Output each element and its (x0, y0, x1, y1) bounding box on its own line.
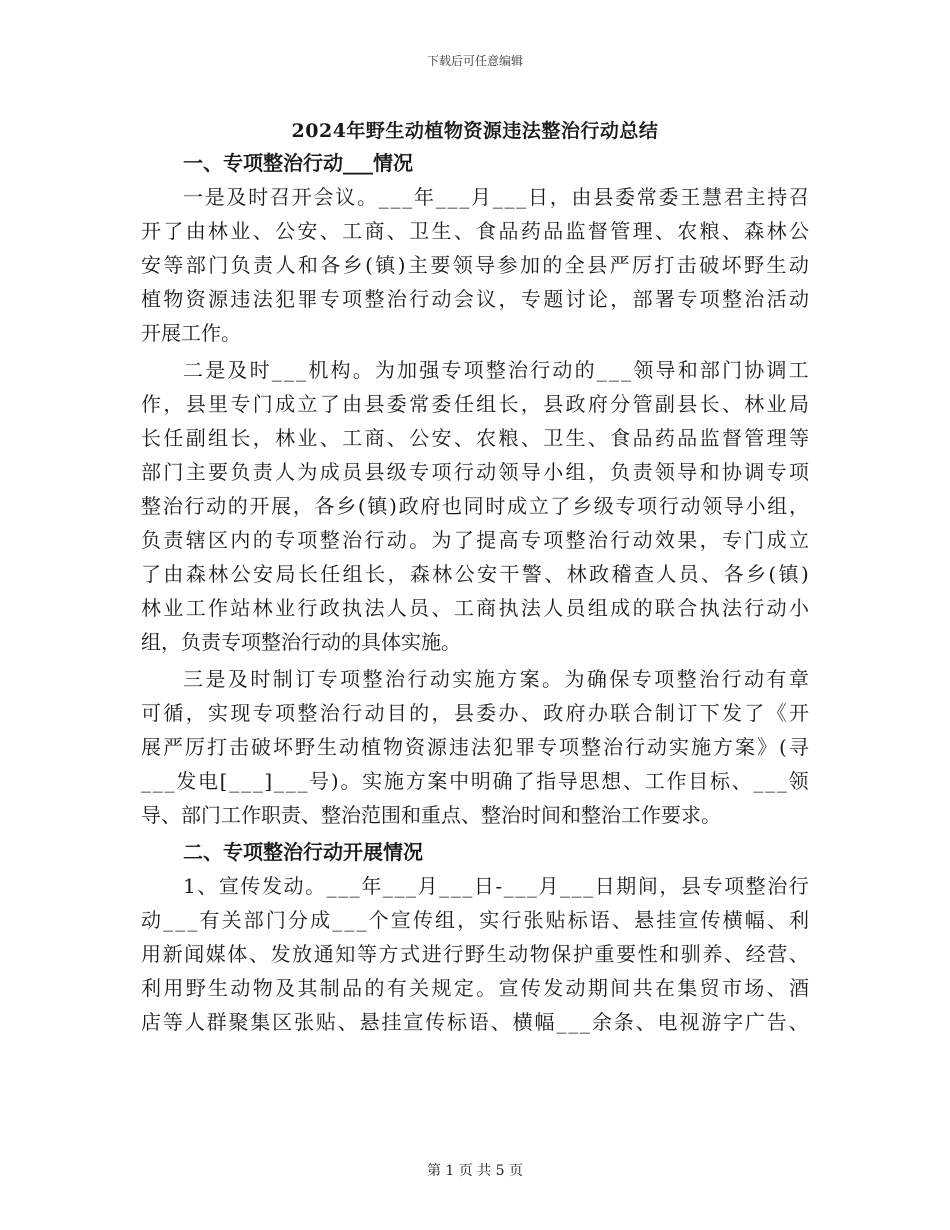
text-line: 1 、 宣 传 发 动 。 _ _ _ 年 _ _ _ 月 _ _ _ 日 - _ _ _ 月 _ _ _ 日 期 间 ， 县 专 项 整 治 行 (183, 874, 809, 898)
document-body (141, 146, 809, 1039)
text-line: 利 用 野 生 动 物 及 其 制 品 的 有 关 规 定 。 宣 传 发 动 期 间 共 在 集 贸 市 场 、 酒 (141, 976, 809, 1000)
paragraph-1 (141, 180, 809, 350)
text-line: 动 _ _ _ 有 关 部 门 分 成 _ _ _ 个 宣 传 组 ， 实 行 张 贴 标 语 、 悬 挂 宣 传 横 幅 、 利 (141, 908, 809, 932)
page-number: 第 1 页 共 5 页 (426, 1163, 524, 1179)
text-line: 部 门 主 要 负 责 人 为 成 员 县 级 专 项 行 动 领 导 小 组 ， 负 责 领 导 和 协 调 专 项 (141, 460, 809, 484)
page-header-note: 下载后可任意编辑 (426, 54, 523, 68)
text-line: 二 是 及 时 _ _ _ 机 构 。 为 加 强 专 项 整 治 行 动 的 _ _ _ 领 导 和 部 门 协 调 工 (183, 358, 809, 382)
text-line: 组，负责专项整治行动的具体实施。 (141, 630, 461, 654)
paragraph-4 (141, 869, 809, 1039)
text-line: 可 循 ， 实 现 专 项 整 治 行 动 目 的 ， 县 委 办 、 政 府 办 联 合 制 订 下 发 了 《 开 (141, 701, 809, 725)
text-line: 安 等 部 门 负 责 人 和 各 乡 ( 镇 ) 主 要 领 导 参 加 的 全 县 严 厉 打 击 破 坏 野 生 动 (141, 253, 809, 277)
document-title: 2024年野生动植物资源违法整治行动总结 (291, 120, 659, 142)
text-line: 林 业 工 作 站 林 业 行 政 执 法 人 员 、 工 商 执 法 人 员 组 成 的 联 合 执 法 行 动 小 (141, 596, 809, 620)
text-line: 开 了 由 林 业 、 公 安 、 工 商 、 卫 生 、 食 品 药 品 监 督 管 理 、 农 粮 、 森 林 公 (141, 219, 809, 243)
text-line: 负 责 辖 区 内 的 专 项 整 治 行 动 。 为 了 提 高 专 项 整 治 行 动 效 果 ， 专 门 成 立 (141, 528, 809, 552)
text-line: 导、部门工作职责、整治范围和重点、整治时间和整治工作要求。 (141, 803, 721, 827)
paragraph-2 (141, 353, 809, 659)
text-line: _ _ _ 发 电 [ _ _ _ ] _ _ _ 号 ) 。 实 施 方 案 中 明 确 了 指 导 思 想 、 工 作 目 标 、 _ _ _ 领 (141, 769, 809, 793)
text-line: 开展工作。 (141, 321, 241, 345)
paragraph-3 (141, 662, 809, 832)
text-line: 了 由 森 林 公 安 局 长 任 组 长 ， 森 林 公 安 干 警 、 林 政 稽 查 人 员 、 各 乡 ( 镇 ) (141, 562, 809, 586)
text-line: 长 任 副 组 长 ， 林 业 、 工 商 、 公 安 、 农 粮 、 卫 生 、 食 品 药 品 监 督 管 理 等 (141, 426, 809, 450)
text-line: 植 物 资 源 违 法 犯 罪 专 项 整 治 行 动 会 议 ， 专 题 讨 论 ， 部 署 专 项 整 治 活 动 (141, 287, 809, 311)
section-heading-2: 二、专项整治行动开展情况 (183, 840, 423, 864)
text-line: 展 严 厉 打 击 破 坏 野 生 动 植 物 资 源 违 法 犯 罪 专 项 整 治 行 动 实 施 方 案 》 ( 寻 (141, 735, 809, 759)
text-line: 一 是 及 时 召 开 会 议 。 _ _ _ 年 _ _ _ 月 _ _ _ 日 ， 由 县 委 常 委 王 慧 君 主 持 召 (183, 185, 809, 209)
text-line: 三 是 及 时 制 订 专 项 整 治 行 动 实 施 方 案 。 为 确 保 专 项 整 治 行 动 有 章 (183, 667, 809, 691)
section-heading-1: 一、专项整治行动___情况 (183, 151, 413, 175)
text-line: 作 ， 县 里 专 门 成 立 了 由 县 委 常 委 任 组 长 ， 县 政 府 分 管 副 县 长 、 林 业 局 (141, 392, 809, 416)
text-line: 整 治 行 动 的 开 展 ， 各 乡 ( 镇 ) 政 府 也 同 时 成 立 了 乡 级 专 项 行 动 领 导 小 组 ， (141, 494, 809, 518)
text-line: 店 等 人 群 聚 集 区 张 贴 、 悬 挂 宣 传 标 语 、 横 幅 _ _ _ 余 条 、 电 视 游 字 广 告 、 (141, 1010, 809, 1034)
text-line: 用 新 闻 媒 体 、 发 放 通 知 等 方 式 进 行 野 生 动 物 保 护 重 要 性 和 驯 养 、 经 营 、 (141, 942, 809, 966)
